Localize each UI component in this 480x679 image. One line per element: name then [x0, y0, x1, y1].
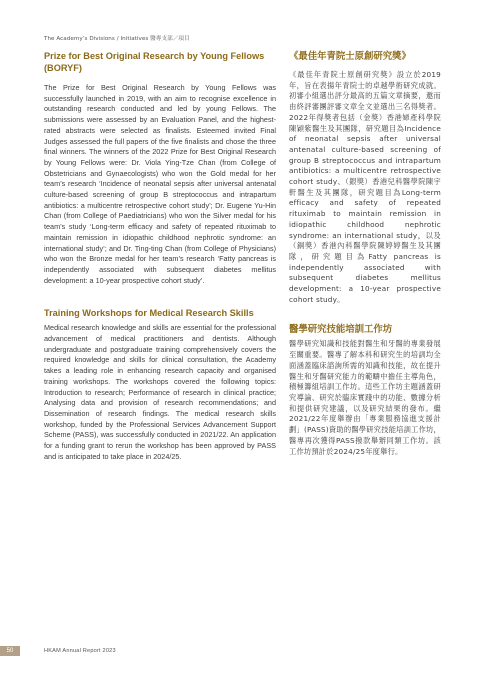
- report-name: HKAM Annual Report 2023: [44, 648, 116, 654]
- prize-title-zh: 《最佳年青院士原創研究獎》: [289, 50, 411, 61]
- prize-body-en: The Prize for Best Original Research by Young Fellows was successfully launched in 2019, with an aim to recognise excellence in outstanding research conducted and led by young Fellows. The submissions were assessed by an Evaluation Panel, and the highest-rated abstracts were selected as finalists. Esteemed invited Final Judges assessed the full papers of the five finalists and chose the three final winners. The winners of the 2022 Prize for Best Original Research by Young Fellows were: Dr. Viola Ying-Tze Chan (from College of Obstetricians and Gynaecologists) who won the Gold medal for her team’s research ‘Incidence of neonatal sepsis after universal antenatal culture-based screening of group B streptococcus and intrapartum antibiotics: a multicentre retrospective cohort study’; Dr. Eugene Yu-Hin Chan (from College of Paediatricians) who won the Silver medal for his team’s study ‘Long-term efficacy and safety of repeated rituximab to maintain remission in idiopathic childhood nephrotic syndrome: an international study’; and Dr. Ting-ting Chan (from College of Physicians) who won the Bronze medal for her team’s research ‘Fatty pancreas is independently associated with subsequent diabetes mellitus development: a 10-year prospective cohort study’.: [44, 83, 276, 285]
- breadcrumb: The Academy’s Divisions / Initiatives 醫專支部／項目: [44, 36, 190, 42]
- prize-title-en: Prize for Best Original Research by Young Fellows (BORYF): [44, 51, 265, 73]
- prize-body-zh: 《最佳年青院士原創研究獎》設立於2019年，旨在表揚年青院士的卓越學術研究成就。初審小組選出評分最高的五篇文章摘要，邀而由終評審團評審文章全文並選出三名得獎者。2022年得獎者包括（金獎）香港婦產科學院陳穎紫醫生及其團隊，研究題目為Incidence of neonatal sepsis after universal antenatal culture-based screening of group B streptococcus and intrapartum antibiotics: a multicentre retrospective cohort study、（銀獎）香港兒科醫學院陳宇軒醫生及其團隊，研究題目為Long-term efficacy and safety of repeated rituximab to maintain remission in idiopathic childhood nephrotic syndrome: an international study，以及（銅獎）香港內科醫學院陳婷婷醫生及其團隊，研究題目為Fatty pancreas is independently associated with subsequent diabetes mellitus development: a 10-year prospective cohort study。: [289, 70, 441, 304]
- training-body-zh: 醫學研究知識和技能對醫生和牙醫的專業發展至關重要。醫專了解本科和研究生的培訓均全面涵蓋臨床諮詢所需的知識和技能，故在提升醫生和牙醫研究能力的範疇中擔任主導角色，積極籌組培訓工作坊。這些工作坊主題涵蓋研究導論、研究於臨床實踐中的功能、數據分析和提供研究建議，以及研究結果的發布。繼2021/22年度舉辦由「專業服務協進支援計劃」(PASS)資助的醫學研究技能培訓工作坊，醫專再次獲得PASS撥款舉辦同類工作坊。該工作坊預計於2024/25年度舉行。: [289, 339, 441, 456]
- training-title-en: Training Workshops for Medical Research Skills: [44, 308, 254, 319]
- right-column: [289, 50, 441, 457]
- left-column: [44, 50, 276, 463]
- training-body-en: Medical research knowledge and skills are essential for the professional advancement of medical practitioners and dentists. Although undergraduate and postgraduate training comprehensively covers the required knowledge and skills for clinical consultation, the Academy takes a leading role in enhancing research capacity and organised training workshops. The workshops covered the following topics: Introduction to research; Performance of research in clinical practice; Analysing data and provision of research recommendations; and Dissemination of research findings. The medical research skills workshop, funded by the Professional Services Advancement Support Scheme (PASS), was successfully conducted in 2021/22. An application for a funding grant to rerun the workshop has been approved by PASS and is anticipated to take place in 2024/25.: [44, 323, 276, 461]
- page-number: 50: [6, 648, 14, 654]
- training-title-zh: 醫學研究技能培訓工作坊: [289, 323, 393, 335]
